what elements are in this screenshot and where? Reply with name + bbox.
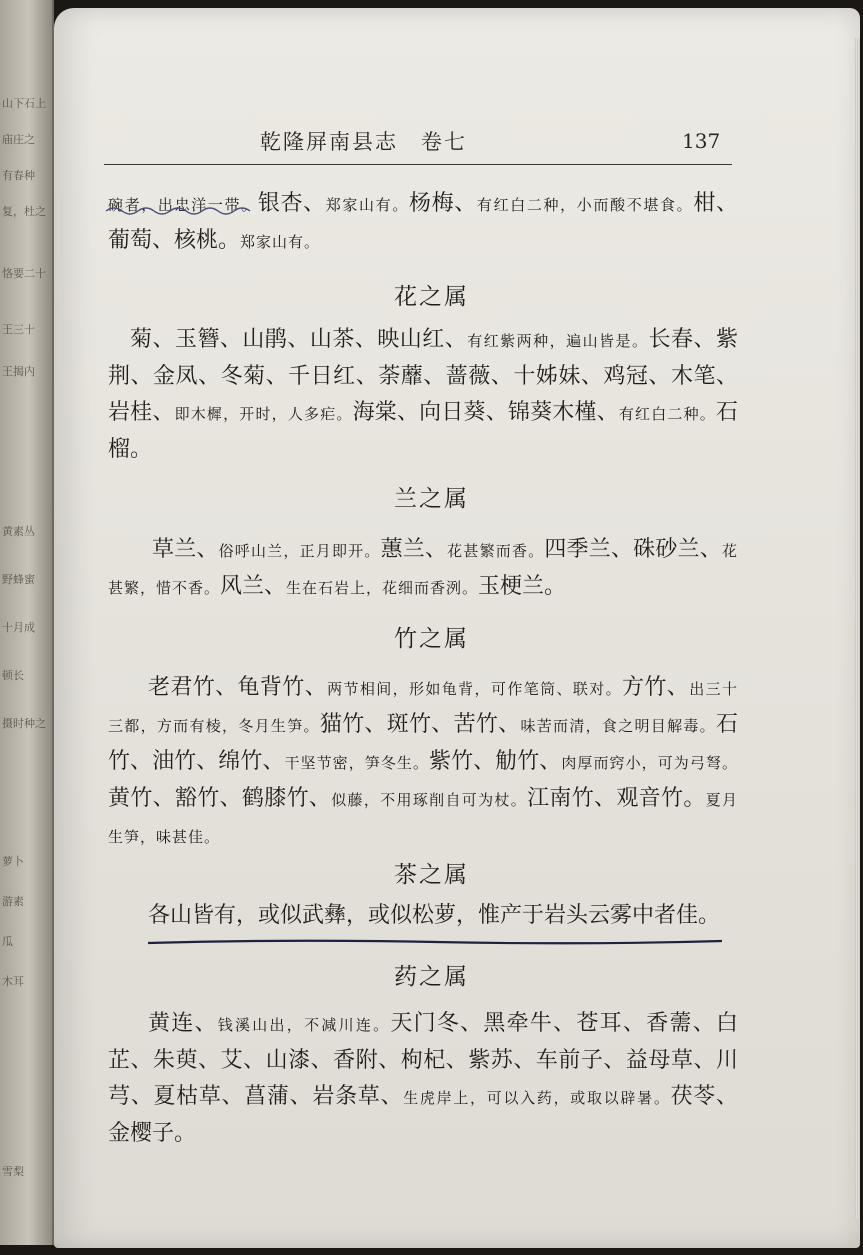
note-text: 生在石岩上，花细而香洌。 (286, 579, 479, 597)
body-text: 紫竹、觔竹、 (429, 749, 562, 774)
body-text: 长春、紫荆、金凤、冬菊、千日红、荼蘼、蔷薇、十姊妹、鸡冠、木笔、岩桂、 (108, 327, 738, 425)
facing-page-fragment: 顿长 (2, 669, 24, 682)
facing-page-fragment: 复，杜之 (2, 205, 46, 218)
paragraph-flowers (108, 322, 738, 468)
note-text: 有红白二种，小而酸不堪食。 (476, 196, 694, 214)
note-text: 似藤，不用琢削自可为杖。 (331, 791, 528, 809)
body-text: 银杏、 (257, 191, 326, 216)
facing-page-fragment: 十月成 (2, 621, 35, 634)
pen-underline-mark (104, 203, 264, 217)
body-text: 各山皆有，或似武彝，或似松萝，惟产于岩头云雾中者佳。 (148, 903, 721, 928)
note-text: 即木樨，开时，人多疟。 (174, 405, 353, 423)
facing-page-fragment: 游素 (2, 895, 24, 908)
paragraph-tea (108, 898, 738, 934)
note-text: 干坚节密，笋冬生。 (284, 754, 430, 772)
header-rule (104, 164, 732, 165)
note-text: 夏月生笋，味甚佳。 (108, 791, 738, 846)
facing-page-fragment: 有春种 (2, 169, 35, 182)
body-text: 柑、葡萄、核桃。 (108, 191, 738, 253)
running-head: 乾隆屏南县志 卷七 (260, 130, 467, 154)
body-text: 玉梗兰。 (478, 574, 567, 599)
facing-page-fragment: 木耳 (2, 975, 24, 988)
body-text: 方竹、 (622, 675, 690, 700)
body-text: 黄竹、豁竹、鹤膝竹、 (108, 786, 332, 811)
note-text: 钱溪山出，不减川连。 (217, 1016, 391, 1034)
paragraph-orchids (108, 532, 738, 606)
section-heading-tea: 茶之属 (394, 862, 469, 888)
facing-page-fragment: 王揭内 (2, 365, 35, 378)
pen-underline-mark (146, 938, 724, 946)
facing-page-fragment: 瓜 (2, 935, 13, 948)
page-number: 137 (682, 129, 721, 153)
section-heading-orchids: 兰之属 (394, 486, 469, 512)
facing-page-fragment: 摄时种之 (2, 717, 46, 730)
section-heading-medicine: 药之属 (394, 964, 469, 990)
section-heading-flowers: 花之属 (394, 284, 469, 310)
facing-page-fragment: 黄素丛 (2, 525, 35, 538)
paragraph-bamboo (108, 670, 738, 855)
facing-page-fragment: 野蜂蜜 (2, 573, 35, 586)
body-text: 黄连、 (148, 1011, 218, 1036)
facing-page-fragment: 王三十 (2, 323, 35, 336)
facing-page-fragment: 萝卜 (2, 855, 24, 868)
paragraph-medicine (108, 1006, 738, 1152)
note-text: 花甚繁，惜不香。 (108, 542, 738, 597)
note-text: 郑家山有。 (240, 233, 321, 251)
opening-paragraph (108, 186, 738, 260)
note-text: 有红白二种。 (618, 405, 716, 423)
body-text: 海棠、向日葵、锦葵木槿、 (352, 400, 619, 425)
note-text: 碗者，出忠洋一带。 (108, 196, 258, 214)
section-heading-bamboo: 竹之属 (394, 626, 469, 652)
note-text: 肉厚而窍小，可为弓弩。 (561, 754, 738, 772)
body-text: 风兰、 (220, 574, 287, 599)
facing-page-fragment: 庙庄之 (2, 133, 35, 146)
body-text: 猫竹、斑竹、苦竹、 (319, 712, 521, 737)
note-text: 有红紫两种，遍山皆是。 (467, 332, 649, 350)
body-text: 杨梅、 (408, 191, 477, 216)
body-text: 老君竹、龟背竹、 (148, 675, 328, 700)
body-text: 石竹、油竹、绵竹、 (108, 712, 738, 774)
note-text: 花甚繁而香。 (447, 542, 545, 560)
body-text: 菊、玉簪、山鹃、山茶、映山红、 (130, 327, 468, 352)
body-text: 草兰、 (152, 537, 219, 562)
note-text: 两节相间，形如龟背，可作笔筒、联对。 (327, 680, 623, 698)
facing-page-fragment: 雪梨 (2, 1165, 24, 1178)
note-text: 生虎岸上，可以入药，或取以辟暑。 (403, 1089, 671, 1107)
body-text: 四季兰、硃砂兰、 (544, 537, 722, 562)
body-text: 江南竹、观音竹。 (527, 786, 706, 811)
facing-page-fragment: 恪要二十 (2, 267, 46, 280)
note-text: 郑家山有。 (325, 196, 409, 214)
note-text: 出三十三都，方而有棱，冬月生笋。 (108, 680, 738, 735)
facing-page-fragment: 山下石上 (2, 97, 46, 110)
body-text: 天门冬、黑牵牛、苍耳、香薷、白芷、朱萸、艾、山漆、香附、枸杞、紫苏、车前子、益母草、川芎、夏枯草、菖蒲、岩条草、 (108, 1011, 738, 1109)
note-text: 俗呼山兰，正月即开。 (218, 542, 381, 560)
body-text: 石榴。 (108, 400, 738, 462)
body-text: 蕙兰、 (380, 537, 448, 562)
body-text: 茯苓、金樱子。 (108, 1084, 738, 1146)
note-text: 味苦而清，食之明目解毒。 (520, 717, 716, 735)
